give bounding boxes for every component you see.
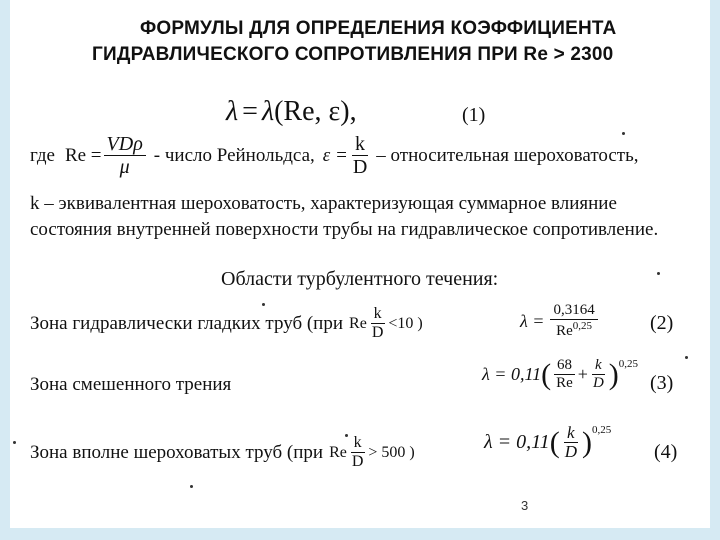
zone-smooth-text: Зона гидравлически гладких труб (при [30, 312, 344, 334]
plus-sign: + [577, 364, 588, 385]
formula-4-number: (4) [654, 441, 678, 463]
formula-1 [226, 96, 357, 128]
zone-rough-label [30, 435, 415, 470]
scan-speck [657, 272, 660, 275]
definitions-line-3: состояния внутренней поверхности трубы на гидравлическое сопротивление. [30, 219, 659, 240]
lambda-eq: λ = 0,11 [482, 364, 542, 385]
formula-3 [482, 358, 638, 391]
formula-2-number: (2) [650, 312, 674, 334]
section-title: Области турбулентного течения: [221, 268, 499, 290]
formula-4 [484, 424, 611, 462]
scan-speck [685, 356, 688, 359]
epsilon-denominator: D [352, 156, 368, 178]
title-line-2: ГИДРАВЛИЧЕСКОГО СОПРОТИВЛЕНИЯ ПРИ Re > 2300 [92, 44, 614, 65]
cond-denominator: D [371, 323, 384, 341]
formula-2-numerator: 0,3164 [550, 303, 597, 320]
zone-rough-cond-fraction [349, 435, 367, 470]
lambda-symbol: λ [226, 96, 239, 127]
definitions-line-2: k – эквивалентная шероховатость, характеризующая суммарное влияние [30, 193, 617, 214]
epsilon-numerator: k [352, 134, 368, 156]
equals-sign: = [242, 96, 258, 127]
formula-3-number: (3) [650, 372, 674, 394]
numerator: k [592, 358, 605, 375]
scan-speck [262, 303, 265, 306]
page-number: 3 [521, 498, 529, 513]
re-symbol: Re = [64, 145, 102, 166]
cond-numerator: k [351, 435, 365, 453]
zone-rough-cond-re: Re [329, 443, 347, 461]
reynolds-numerator: VDρ [104, 134, 146, 156]
epsilon-text: – относительная шероховатость, [376, 145, 639, 166]
zone-smooth-cond-rel: <10 ) [388, 314, 423, 332]
reynolds-denominator: μ [119, 156, 130, 178]
close-paren: ) [608, 357, 619, 391]
formula-4-fraction [562, 424, 580, 462]
scan-speck [345, 434, 348, 437]
denominator: D [564, 441, 577, 461]
formula-3-fraction-2 [590, 358, 607, 391]
scan-speck [13, 441, 16, 444]
zone-rough-text: Зона вполне шероховатых труб (при [30, 441, 324, 463]
numerator: k [564, 424, 578, 443]
denominator: D [592, 374, 604, 391]
epsilon-symbol: ε = [322, 145, 348, 166]
formula-1-number: (1) [462, 104, 486, 126]
close-paren: ) [581, 425, 592, 459]
cond-numerator: k [371, 306, 385, 324]
epsilon-fraction [350, 134, 370, 178]
formula-2 [520, 303, 600, 339]
formula-2-denominator [553, 320, 595, 340]
reynolds-text: - число Рейнольдса, [153, 145, 315, 166]
where-label: где [30, 145, 55, 166]
reynolds-fraction [104, 134, 146, 178]
formula-2-fraction [550, 303, 597, 339]
zone-smooth-cond-re: Re [349, 314, 367, 332]
open-paren: ( [549, 425, 560, 459]
zone-smooth-label [30, 306, 423, 341]
title-line-1: ФОРМУЛЫ ДЛЯ ОПРЕДЕЛЕНИЯ КОЭФФИЦИЕНТА [140, 18, 617, 39]
exponent: 0,25 [572, 319, 593, 332]
exponent: 0,25 [618, 358, 639, 370]
zone-mixed-label: Зона смешенного трения [30, 374, 232, 395]
zone-smooth-cond-fraction [369, 306, 387, 341]
lambda-function: λ [261, 96, 275, 127]
definitions-line-1 [30, 134, 639, 178]
numerator: 68 [554, 358, 575, 375]
zone-rough-cond-rel: > 500 ) [368, 443, 415, 461]
exponent: 0,25 [591, 424, 612, 436]
denominator: Re [556, 374, 573, 391]
lambda-eq: λ = [520, 310, 545, 331]
formula-3-fraction-1 [553, 358, 576, 391]
function-args: (Re, ε), [274, 96, 357, 127]
lambda-eq: λ = 0,11 [484, 431, 550, 454]
open-paren: ( [541, 357, 552, 391]
scan-speck [190, 485, 193, 488]
scan-speck [622, 132, 625, 135]
re-base: Re [556, 322, 573, 339]
cond-denominator: D [351, 452, 364, 470]
